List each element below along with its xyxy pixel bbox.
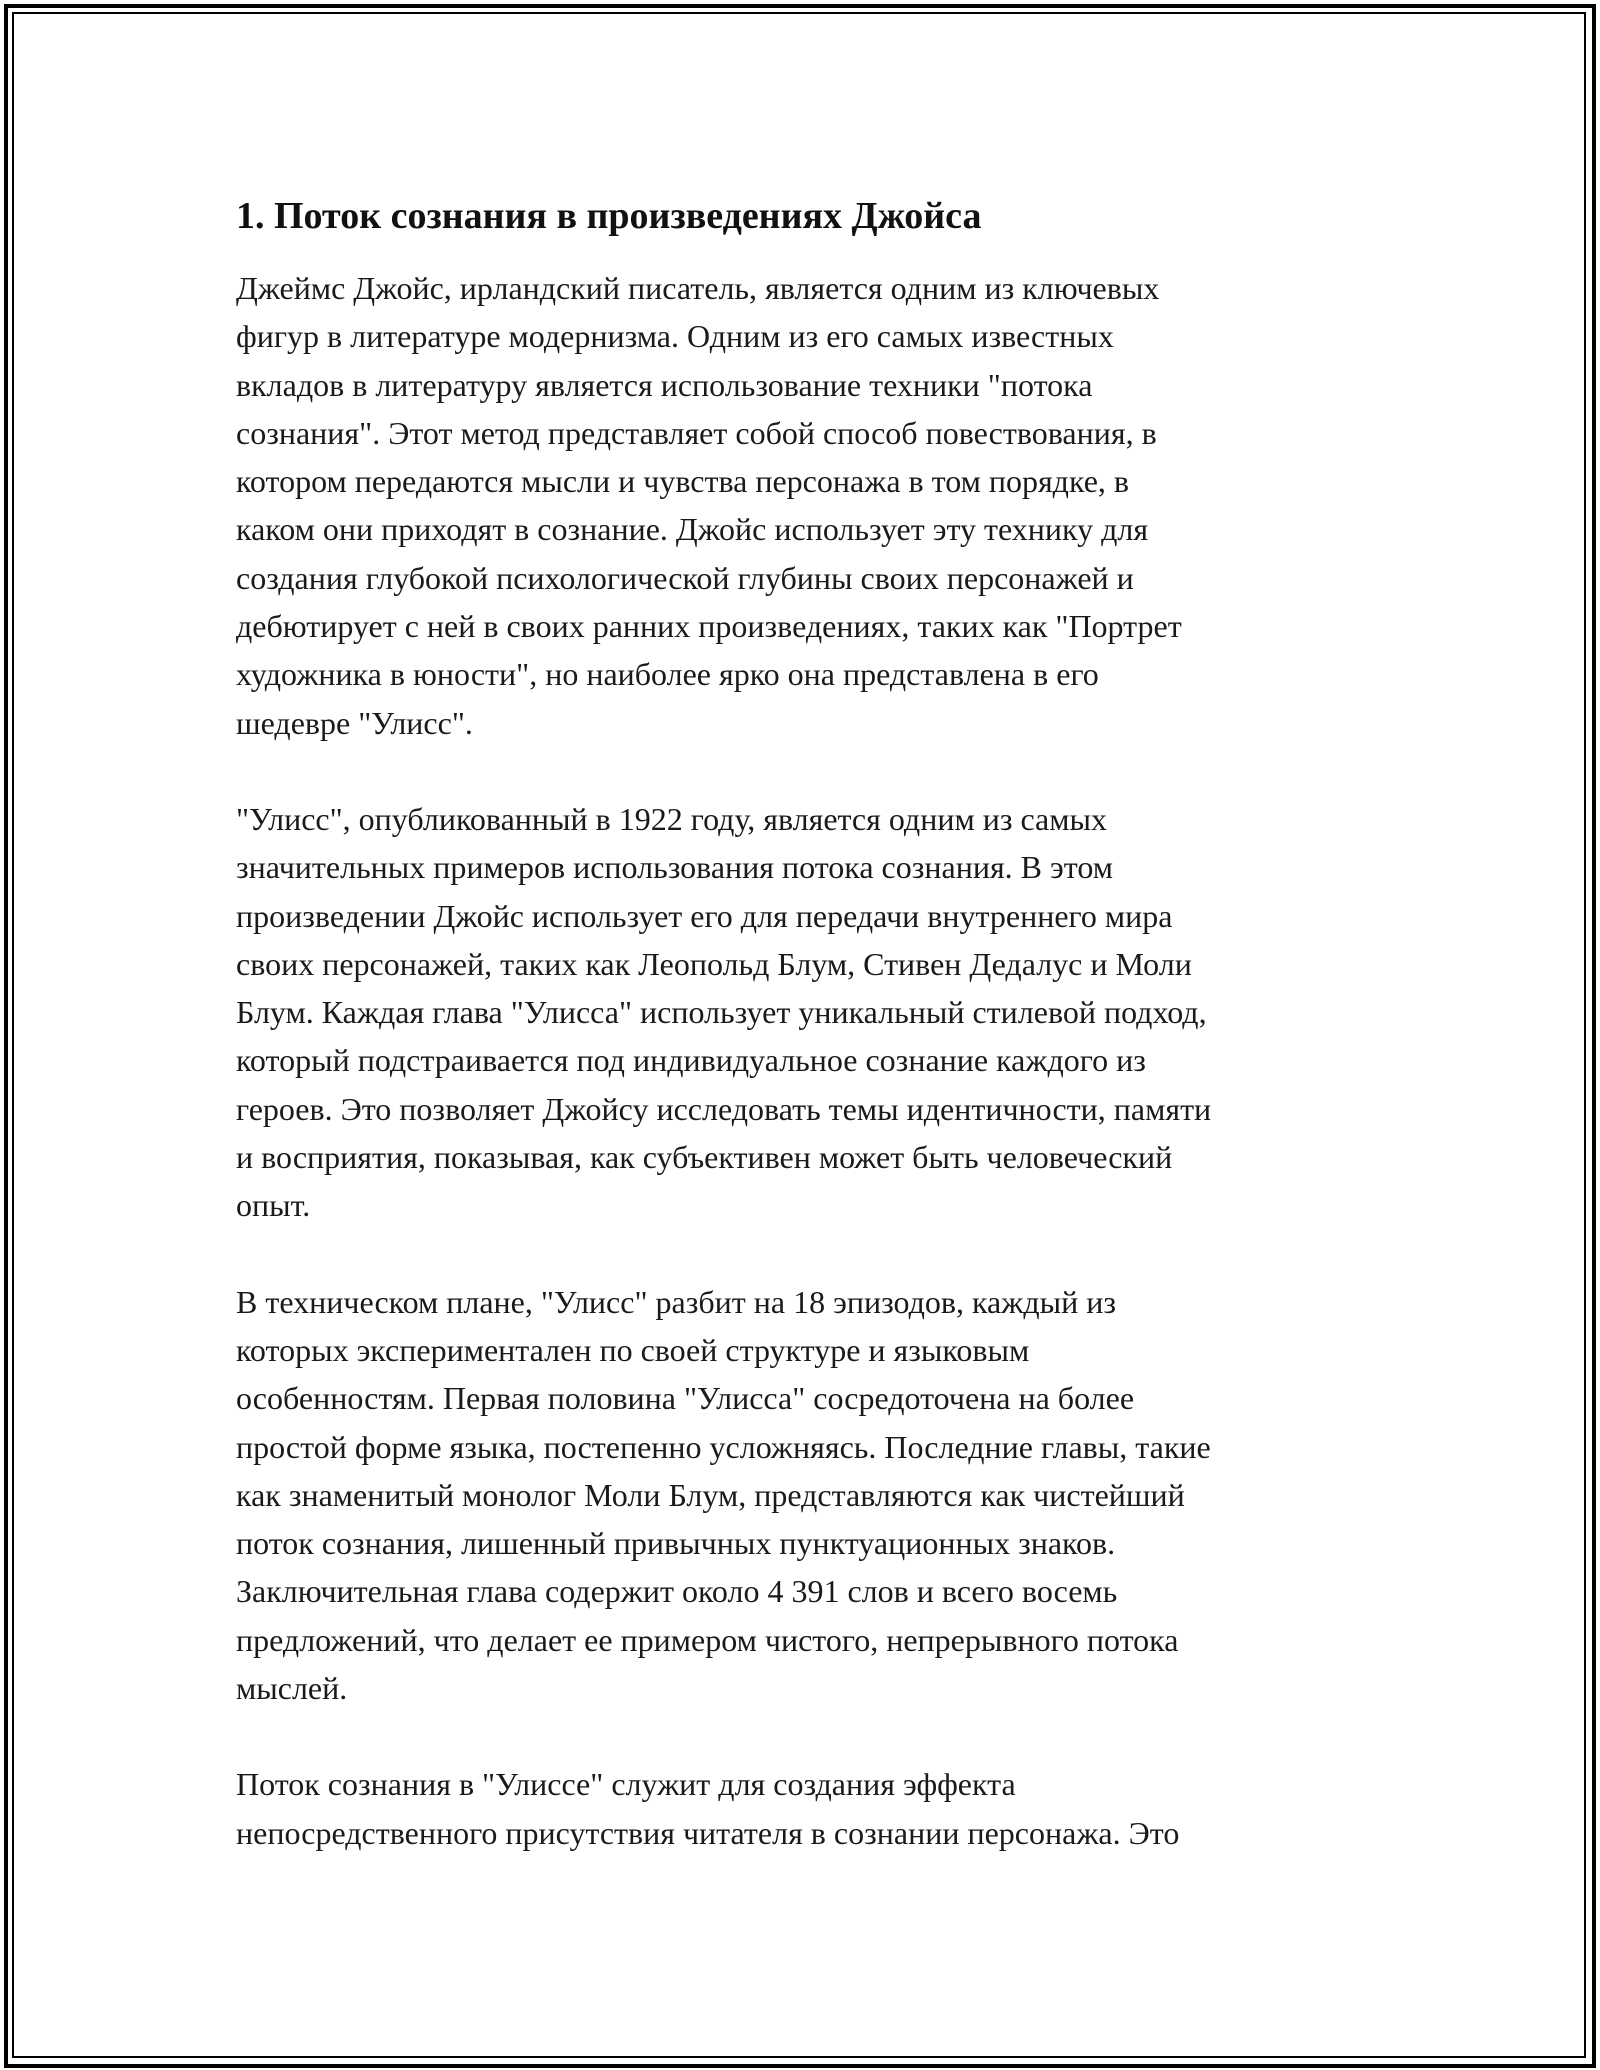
text-line: опыт. — [236, 1187, 311, 1224]
text-line: сознания". Этот метод представляет собой способ повествования, в — [236, 414, 1157, 451]
text-line: своих персонажей, таких как Леопольд Блум, Стивен Дедалус и Моли — [236, 945, 1192, 982]
paragraph-4 — [236, 1760, 1376, 1857]
text-line: героев. Это позволяет Джойсу исследовать темы идентичности, памяти — [236, 1090, 1212, 1127]
text-line: которых экспериментален по своей структуре и языковым — [236, 1331, 1030, 1368]
text-line: произведении Джойс использует его для передачи внутреннего мира — [236, 897, 1173, 934]
text-line: создания глубокой психологической глубины своих персонажей и — [236, 559, 1134, 596]
text-line: Блум. Каждая глава "Улисса" использует уникальный стилевой подход, — [236, 994, 1207, 1031]
paragraph-3 — [236, 1278, 1376, 1713]
text-line: "Улисс", опубликованный в 1922 году, является одним из самых — [236, 800, 1107, 837]
text-line: который подстраивается под индивидуальное сознание каждого из — [236, 1042, 1146, 1079]
text-line: простой форме языка, постепенно усложняясь. Последние главы, такие — [236, 1428, 1211, 1465]
document-page — [236, 190, 1376, 1905]
text-line: вкладов в литературу является использование техники "потока — [236, 366, 1093, 403]
text-line: В техническом плане, "Улисс" разбит на 18 эпизодов, каждый из — [236, 1283, 1117, 1320]
text-line: мыслей. — [236, 1670, 348, 1707]
text-line: и восприятия, показывая, как субъективен может быть человеческий — [236, 1139, 1173, 1176]
text-line: Поток сознания в "Улиссе" служит для создания эффекта — [236, 1766, 1016, 1803]
text-line: Джеймс Джойс, ирландский писатель, является одним из ключевых — [236, 270, 1160, 306]
paragraph-1 — [236, 264, 1376, 747]
text-line: фигур в литературе модернизма. Одним из его самых известных — [236, 318, 1114, 355]
text-line: как знаменитый монолог Моли Блум, представляются как чистейший — [236, 1476, 1185, 1513]
paragraph-2 — [236, 795, 1376, 1230]
text-line: поток сознания, лишенный привычных пунктуационных знаков. — [236, 1525, 1116, 1562]
text-line: значительных примеров использования потока сознания. В этом — [236, 849, 1113, 886]
text-line: особенностям. Первая половина "Улисса" сосредоточена на более — [236, 1380, 1135, 1417]
text-line: Заключительная глава содержит около 4 391 слов и всего восемь — [236, 1573, 1118, 1610]
text-line: художника в юности", но наиболее ярко она представлена в его — [236, 656, 1099, 693]
text-line: шедевре "Улисс". — [236, 704, 473, 741]
text-line: котором передаются мысли и чувства персонажа в том порядке, в — [236, 463, 1130, 500]
text-line: предложений, что делает ее примером чистого, непрерывного потока — [236, 1621, 1179, 1658]
section-heading: 1. Поток сознания в произведениях Джойса — [236, 195, 982, 237]
text-line: непосредственного присутствия читателя в сознании персонажа. Это — [236, 1814, 1180, 1851]
text-line: каком они приходят в сознание. Джойс использует эту технику для — [236, 511, 1149, 548]
text-line: дебютирует с ней в своих ранних произведениях, таких как "Портрет — [236, 608, 1182, 645]
